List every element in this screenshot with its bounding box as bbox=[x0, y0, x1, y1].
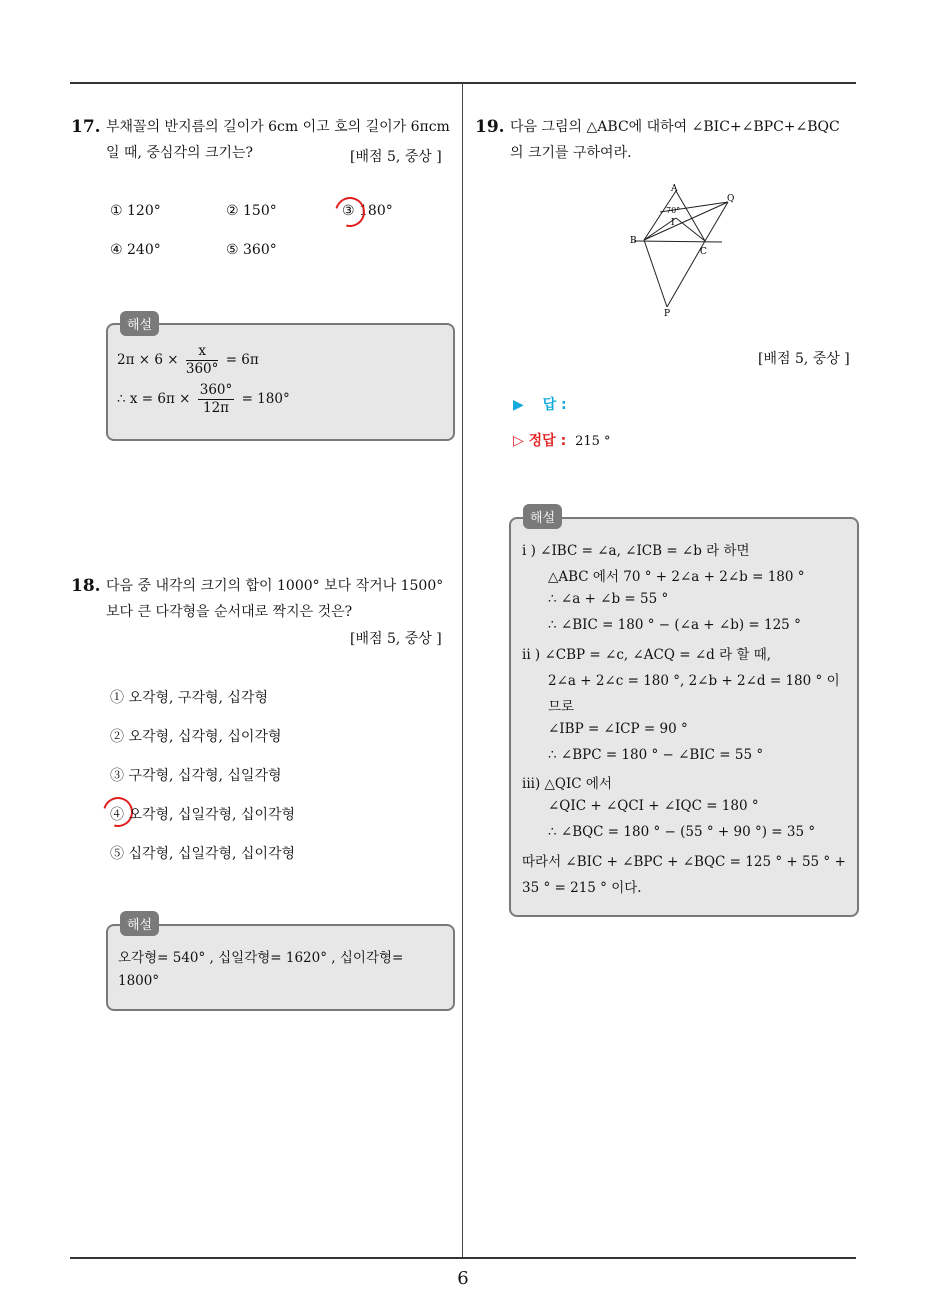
q17-option-1[interactable]: ① 120° bbox=[110, 203, 161, 219]
q17-solution-line2 bbox=[117, 382, 290, 417]
q19-sol-line-8: ∠IBP = ∠ICP = 90 ° bbox=[548, 721, 688, 737]
top-rule bbox=[70, 82, 856, 84]
label-c: C bbox=[700, 247, 707, 257]
q18-option-5[interactable]: ⑤ 십각형, 십일각형, 십이각형 bbox=[110, 846, 296, 862]
numerator: 360° bbox=[199, 382, 233, 398]
q19-sol-line-12: ∴ ∠BQC = 180 ° − (55 ° + 90 °) = 35 ° bbox=[548, 824, 816, 840]
q18-solution-line2: 1800° bbox=[118, 973, 160, 989]
q19-sol-line-2: △ABC 에서 70 ° + 2∠a + 2∠b = 180 ° bbox=[548, 569, 805, 585]
label-p: P bbox=[664, 309, 671, 317]
q19-sol-line-4: ∴ ∠BIC = 180 ° − (∠a + ∠b) = 125 ° bbox=[548, 617, 801, 633]
q19-sol-line-1: i ) ∠IBC = ∠a, ∠ICB = ∠b 라 하면 bbox=[522, 543, 750, 559]
answer-label: 답 : bbox=[542, 397, 567, 413]
q19-text-line1: 다음 그림의 △ABC에 대하여 ∠BIC+∠BPC+∠BQC bbox=[510, 119, 840, 135]
q19-sol-line-6: 2∠a + 2∠c = 180 °, 2∠b + 2∠d = 180 ° 이 bbox=[548, 673, 840, 689]
q18-option-2[interactable]: ② 오각형, 십각형, 십이각형 bbox=[110, 729, 282, 745]
sol-text: = 180° bbox=[241, 391, 290, 407]
q19-sol-line-13: 따라서 ∠BIC + ∠BPC + ∠BQC = 125 ° + 55 ° + bbox=[522, 854, 846, 870]
q19-sol-line-5: ii ) ∠CBP = ∠c, ∠ACQ = ∠d 라 할 때, bbox=[522, 647, 772, 663]
bottom-rule bbox=[70, 1257, 856, 1259]
q17-option-3[interactable]: ③ 180° bbox=[342, 203, 393, 219]
fraction bbox=[198, 382, 235, 417]
page-number: 6 bbox=[457, 1268, 469, 1289]
q18-solution-line1: 오각형= 540° , 십일각형= 1620° , 십이각형= bbox=[118, 950, 404, 966]
denominator: 12π bbox=[202, 400, 230, 416]
q18-text-line1: 다음 중 내각의 크기의 합이 1000° 보다 작거나 1500° bbox=[106, 578, 444, 594]
answer-row bbox=[513, 394, 567, 414]
play-icon: ▶ bbox=[513, 397, 524, 413]
q18-option-3[interactable]: ③ 구각형, 십각형, 십일각형 bbox=[110, 768, 282, 784]
label-b: B bbox=[630, 236, 637, 246]
q19-solution-tag: 해설 bbox=[523, 504, 562, 529]
q19-sol-line-3: ∴ ∠a + ∠b = 55 ° bbox=[548, 591, 669, 607]
q17-option-4[interactable]: ④ 240° bbox=[110, 242, 161, 258]
play-outline-icon: ▷ bbox=[513, 433, 524, 449]
q17-option-5[interactable]: ⑤ 360° bbox=[226, 242, 277, 258]
q19-text-line2: 의 크기를 구하여라. bbox=[510, 145, 632, 161]
q19-sol-line-14: 35 ° = 215 ° 이다. bbox=[522, 880, 642, 896]
label-angle-70: 70° bbox=[666, 206, 681, 215]
correct-label: 정답 : bbox=[528, 433, 567, 449]
q18-score: [배점 5, 중상 ] bbox=[350, 631, 442, 647]
label-a: A bbox=[671, 184, 678, 194]
q19-sol-line-9: ∴ ∠BPC = 180 ° − ∠BIC = 55 ° bbox=[548, 747, 764, 763]
q17-text-line2: 일 때, 중심각의 크기는? bbox=[106, 145, 254, 161]
denominator: 360° bbox=[185, 361, 219, 377]
q17-score: [배점 5, 중상 ] bbox=[350, 149, 442, 165]
sol-text: ∴ x = 6π × bbox=[117, 391, 191, 407]
label-q: Q bbox=[727, 194, 735, 204]
q19-number: 19. bbox=[475, 117, 505, 137]
correct-value: 215 ° bbox=[575, 434, 611, 449]
side-ac bbox=[676, 191, 705, 241]
line-ci bbox=[676, 218, 705, 241]
correct-answer-row bbox=[513, 430, 611, 450]
answer-mark-circle bbox=[330, 192, 371, 233]
q18-solution-box bbox=[106, 924, 455, 1011]
q18-solution-tag: 해설 bbox=[120, 911, 159, 936]
line-bp bbox=[644, 240, 667, 307]
q19-sol-line-10: iii) △QIC 에서 bbox=[522, 776, 612, 792]
q18-option-1[interactable]: ① 오각형, 구각형, 십각형 bbox=[110, 690, 268, 706]
q19-sol-line-11: ∠QIC + ∠QCI + ∠IQC = 180 ° bbox=[548, 798, 759, 814]
q17-solution-tag: 해설 bbox=[120, 311, 159, 336]
q18-number: 18. bbox=[71, 576, 101, 596]
label-i: I bbox=[671, 218, 675, 228]
sol-text: 2π × 6 × bbox=[117, 352, 179, 368]
sol-text: = 6π bbox=[225, 352, 259, 368]
column-divider bbox=[462, 83, 463, 1258]
fraction bbox=[186, 343, 219, 378]
line-cq bbox=[705, 202, 728, 241]
q17-solution-line1 bbox=[117, 343, 259, 378]
q18-option-4[interactable]: ④ 오각형, 십일각형, 십이각형 bbox=[110, 807, 296, 823]
q17-number: 17. bbox=[71, 117, 101, 137]
q19-sol-line-7: 므로 bbox=[548, 699, 575, 715]
numerator: x bbox=[186, 343, 219, 361]
q18-text-line2: 보다 큰 다각형을 순서대로 짝지은 것은? bbox=[106, 604, 353, 620]
q19-score: [배점 5, 중상 ] bbox=[758, 351, 850, 367]
q17-text-line1: 부채꼴의 반지름의 길이가 6cm 이고 호의 길이가 6πcm bbox=[106, 119, 450, 135]
side-bc-extended bbox=[634, 241, 722, 242]
q17-option-2[interactable]: ② 150° bbox=[226, 203, 277, 219]
triangle-figure bbox=[620, 182, 740, 317]
